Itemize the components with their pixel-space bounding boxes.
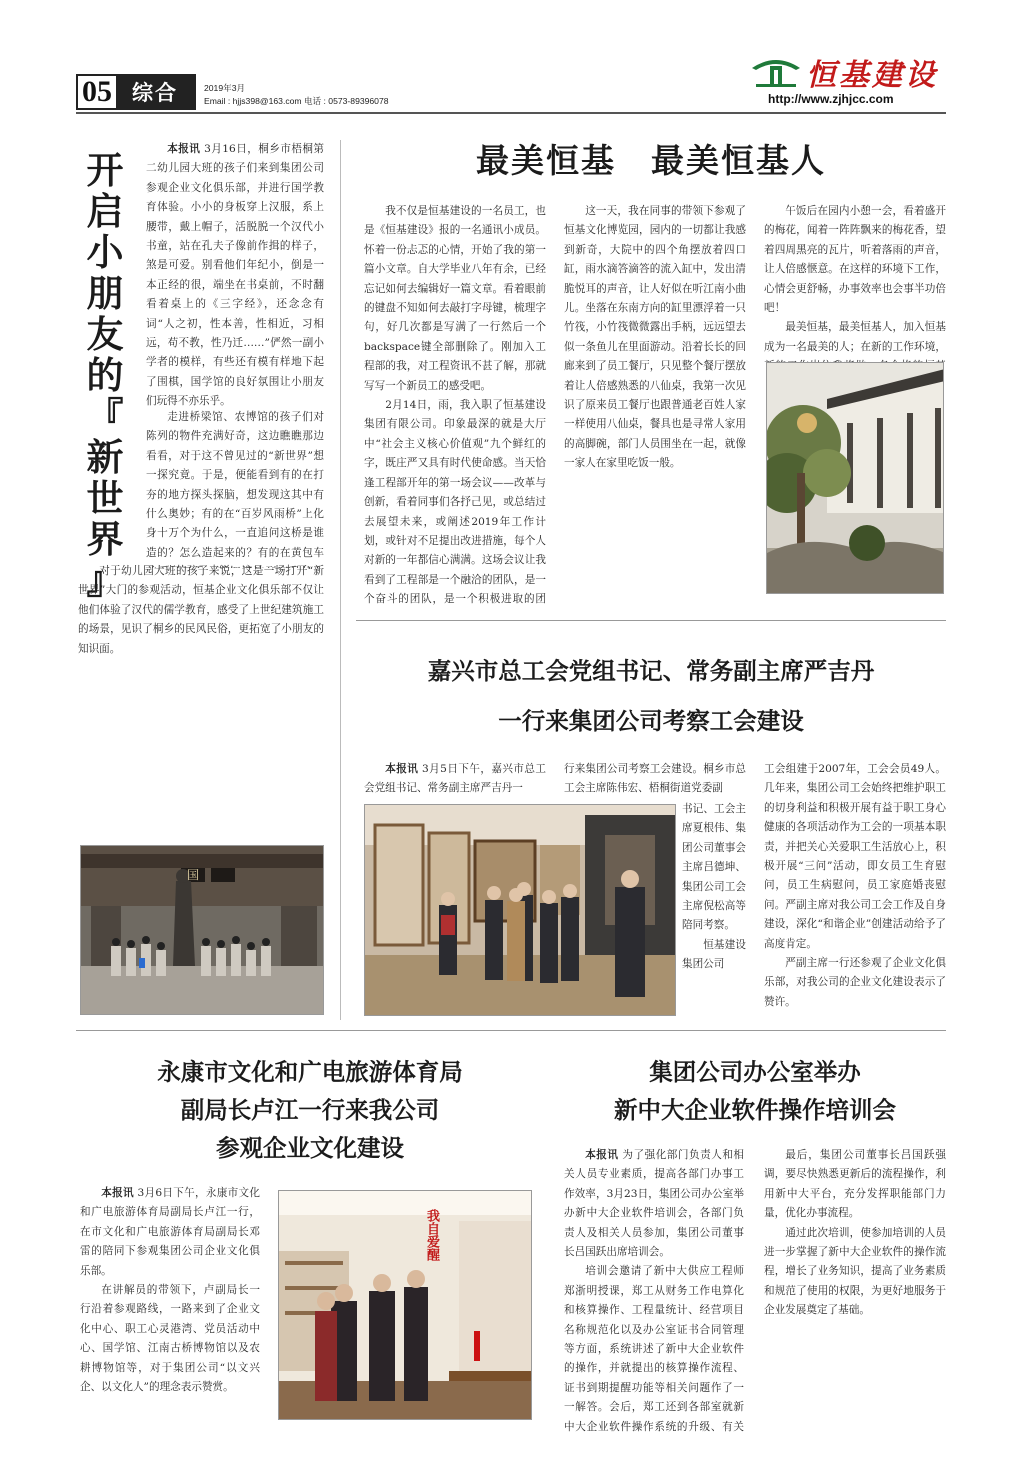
training-tag: 本报讯 [585, 1149, 619, 1161]
children-title-char: 新 [86, 435, 124, 479]
training-title-2: 新中大企业软件操作培训会 [614, 1096, 896, 1124]
union-col-1 [364, 760, 546, 802]
children-title-char: 』 [86, 558, 124, 602]
training-para-4: 通过此次培训，使参加培训的人员进一步掌握了新中大企业软件的操作流程，增长了业务知识，提高了业务素质和规范了使用的权限，为更好地服务于企业发展奠定了基础。 [764, 1226, 946, 1317]
union-lead-b: 行来集团公司考察工会建设。桐乡市总工会主席陈伟宏、梧桐街道党委副 [564, 763, 746, 795]
section-name: 综合 [116, 76, 194, 108]
yongkang-col [80, 1184, 260, 1432]
union-visit-photo [364, 804, 676, 1016]
union-col-3 [764, 760, 946, 1010]
yongkang-title-2: 副局长卢江一行来我公司 [180, 1096, 440, 1124]
union-title-line2: 一行来集团公司考察工会建设 [498, 707, 804, 735]
children-title-char: 小 [86, 230, 124, 274]
best-para-1: 我不仅是恒基建设的一名员工，也是《恒基建设》报的一名通讯小成员。怀着一份忐忑的心情，开始了我的第一篇小文章。自大学毕业八年有余，已经忘记如何去编辑好一篇文章。看着眼前的键盘不知如何去敲打字母键，梳理字句，好几次都是写满了一行然后一个backspace键全部删除了。刚加入工程部的我，对工程资讯不甚了解，那就写写一个新员工的感受吧。 [364, 205, 546, 392]
children-photo-sign: 国 [187, 868, 200, 882]
best-col-1 [364, 202, 546, 606]
union-side-text: 书记、工会主席夏根伟、集团公司董事会主席吕德坤、集团公司工会主席倪松高等陪同考察。 [682, 803, 746, 932]
website-link[interactable]: http://www.zjhjcc.com [768, 92, 894, 106]
section-rule-1 [356, 620, 946, 621]
yongkang-calligraphy: 我自爱醒 [424, 1209, 439, 1261]
union-para-3: 严副主席一行还参观了企业文化俱乐部，对我公司的企业文化建设表示了赞许。 [764, 957, 946, 1008]
children-para-2: 走进桥梁馆、农博馆的孩子们对陈列的物件充满好奇，这边瞧瞧那边看看，对于这不曾见过的“新世界”想一探究竟。于是，便能看到有的在打夯的地方探头探脑，想发现这其中有什么奥妙；有的在“百岁风雨桥”上化身十万个为什么，一直追问这桥是谁造的？怎么造起来的？有的在黄包车 [146, 411, 324, 559]
training-para-2: 培训会邀请了新中大供应工程师郑浙明授课，郑工从财务工作电算化和核算操作、工程量统计、经营项目名称规范化以及办公室证书合同管理等方面，系统讲述了新中大企业软件的操作，并就提出的核算操作流程、证书到期提醒功能等相关问题作了一一解答。会后，郑工还到各部室就新中大企业软件操作系统的升级、有关 [564, 1265, 744, 1433]
children-title-char: 界 [86, 517, 124, 561]
children-para-1: 3月16日，桐乡市梧桐第二幼儿园大班的孩子们来到集团公司参观企业文化俱乐部，并进行国学教育体验。小小的身板穿上汉服，系上腰带，戴上帽子，活脱脱一个汉代小书童，站在孔夫子像前作揖的样子，煞是可爱。别看他们年纪小，倒是一本正经的很，端坐在书桌前，不时翻看着桌上的《三字经》，还念念有词“人之初，性本善，性相近，习相远，苟不教，性乃迁……”俨然一副小学者的模样，有些还有模有样地下起了围棋，国学馆的良好氛围让小朋友们玩得不亦乐乎。 [146, 143, 324, 408]
children-photo [80, 845, 324, 1015]
training-col-2 [764, 1146, 946, 1436]
yongkang-tag: 本报讯 [101, 1187, 134, 1199]
union-tag: 本报讯 [385, 763, 419, 775]
union-title-line1: 嘉兴市总工会党组书记、常务副主席严吉丹 [427, 657, 875, 685]
best-para-2: 2月14日，雨，我入职了恒基建设集团有限公司。印象最深的就是大厅中“社会主义核心价值观”九个鲜红的字，既庄严又具有时代使命感。当天恰逢工程部开年的第一场会议——改革与创新，看着同事们各抒己见，或总结过去展望未来，或阐述2019年工作计划，或针对不足提出改进措施，每个人对新的一年都信心满满。这场会议让我看到了工程部是一个融洽的团队，是一个奋斗的团队，是一个积极进取的团 [364, 399, 546, 606]
column-divider [340, 140, 341, 1020]
training-para-3: 最后，集团公司董事长吕国跃强调，要尽快熟悉更新后的流程操作，利用新中大平台，充分发挥职能部门力量，优化办事流程。 [764, 1149, 946, 1220]
brand-name: 恒基建设 [806, 58, 938, 93]
brand-logo-icon [750, 54, 802, 88]
training-col-1 [564, 1146, 744, 1436]
yongkang-para-2: 在讲解员的带领下，卢副局长一行沿着参观路线，一路来到了企业文化中心、职工心灵港湾、党员活动中心、国学馆、江南古桥博物馆以及农耕博物馆等，对于集团公司“以文兴企、以文化人”的理念表示赞赏。 [80, 1284, 260, 1394]
union-col-2-top [564, 760, 746, 802]
children-title-char: 友 [86, 312, 124, 356]
children-article-title [80, 150, 130, 601]
children-title-char: 的 [86, 353, 124, 397]
children-tag: 本报讯 [167, 143, 201, 155]
union-lead-a: 3月5日下午，嘉兴市总工会党组书记、常务副主席严吉丹一 [364, 763, 546, 795]
children-title-char: 『 [86, 394, 124, 438]
children-article-col-mid [146, 408, 324, 568]
yongkang-title-3: 参观企业文化建设 [216, 1134, 404, 1162]
yongkang-title-1: 永康市文化和广电旅游体育局 [157, 1058, 463, 1086]
contact-info: Email : hjjs398@163.com 电话 : 0573-89396078 [204, 96, 389, 106]
children-title-char: 启 [86, 189, 124, 233]
children-article-col-bottom [78, 558, 324, 822]
issue-box [76, 74, 196, 110]
best-col-2 [564, 202, 746, 606]
yongkang-para-1: 3月6日下午，永康市文化和广电旅游体育局副局长卢江一行，在市文化和广电旅游体育局副局长邓雷的陪同下参观集团公司企业文化俱乐部。 [80, 1187, 260, 1277]
best-article-title: 最美恒基 最美恒基人 [476, 141, 826, 180]
header-rule [76, 112, 946, 114]
training-title-1: 集团公司办公室举办 [649, 1058, 861, 1086]
training-para-1: 为了强化部门负责人和相关人员专业素质，提高各部门办事工作效率，3月23日，集团公司办公室举办新中大企业软件培训会，各部门负责人及相关人员参加，集团公司董事长吕国跃出席培训会。 [564, 1149, 744, 1259]
children-title-char: 世 [86, 476, 124, 520]
issue-date: 2019年3月 [204, 83, 246, 93]
children-title-char: 开 [86, 148, 124, 192]
union-col-2-side [682, 800, 746, 1008]
best-col-3 [764, 202, 946, 362]
children-para-3: 对于幼儿园大班的孩子来说，这是一场打开“新世界”大门的参观活动，恒基企业文化俱乐部不仅让他们体验了汉代的儒学教育，感受了上世纪建筑施工的场景，见识了桐乡的民风民俗，更拓宽了小朋友的知识面。 [78, 565, 324, 655]
yongkang-photo [278, 1190, 532, 1420]
garden-photo [766, 362, 944, 594]
best-para-3: 这一天，我在同事的带领下参观了恒基文化博览园，园内的一切都让我感到新奇，大院中的四个角摆放着四口缸，雨水滴答滴答的流入缸中，发出清脆悦耳的声音，让人好似在听江南小曲儿。坐落在东南方向的缸里漂浮着一只竹筏，小竹筏微微露出手柄，远远望去似一条鱼儿在里面游动。沿着长长的回廊来到了员工餐厅，只见整个餐厅摆放着让人倍感熟悉的八仙桌，我第一次见识了原来员工餐厅也跟普通老百姓人家一样使用八仙桌，餐具也是寻常人家用的高脚碗，部门人员围坐在一起，就像一家人在家里吃饭一般。 [564, 205, 746, 470]
union-side-b: 恒基建设集团公司 [682, 938, 746, 971]
children-title-char: 朋 [86, 271, 124, 315]
union-para-2: 工会组建于2007年，工会会员49人。几年来，集团公司工会始终把维护职工的切身利益和积极开展有益于职工身心健康的各项活动作为工会的一项基本职责，并把关心关爱职工生活放心上，积极开展“三问”活动，即女员工生育慰问，员工生病慰问，员工家庭婚丧慰问。严副主席对我公司工会工作及自身建设，深化“和谐企业”创建活动给予了高度肯定。 [764, 763, 946, 950]
best-para-4: 午饭后在园内小憩一会，看着盛开的梅花，闻着一阵阵飘来的梅花香，望着四周黑亮的瓦片，听着落雨的声音，让人倍感惬意。在这样的环境下工作，心情会更舒畅，办事效率也会事半功倍吧！ [764, 205, 946, 315]
issue-number: 05 [82, 75, 112, 108]
section-rule-2 [76, 1030, 946, 1031]
best-para-5: 最美恒基，最美恒基人，加入恒基成为一名最美的人；在新的工作环境， [764, 321, 946, 353]
